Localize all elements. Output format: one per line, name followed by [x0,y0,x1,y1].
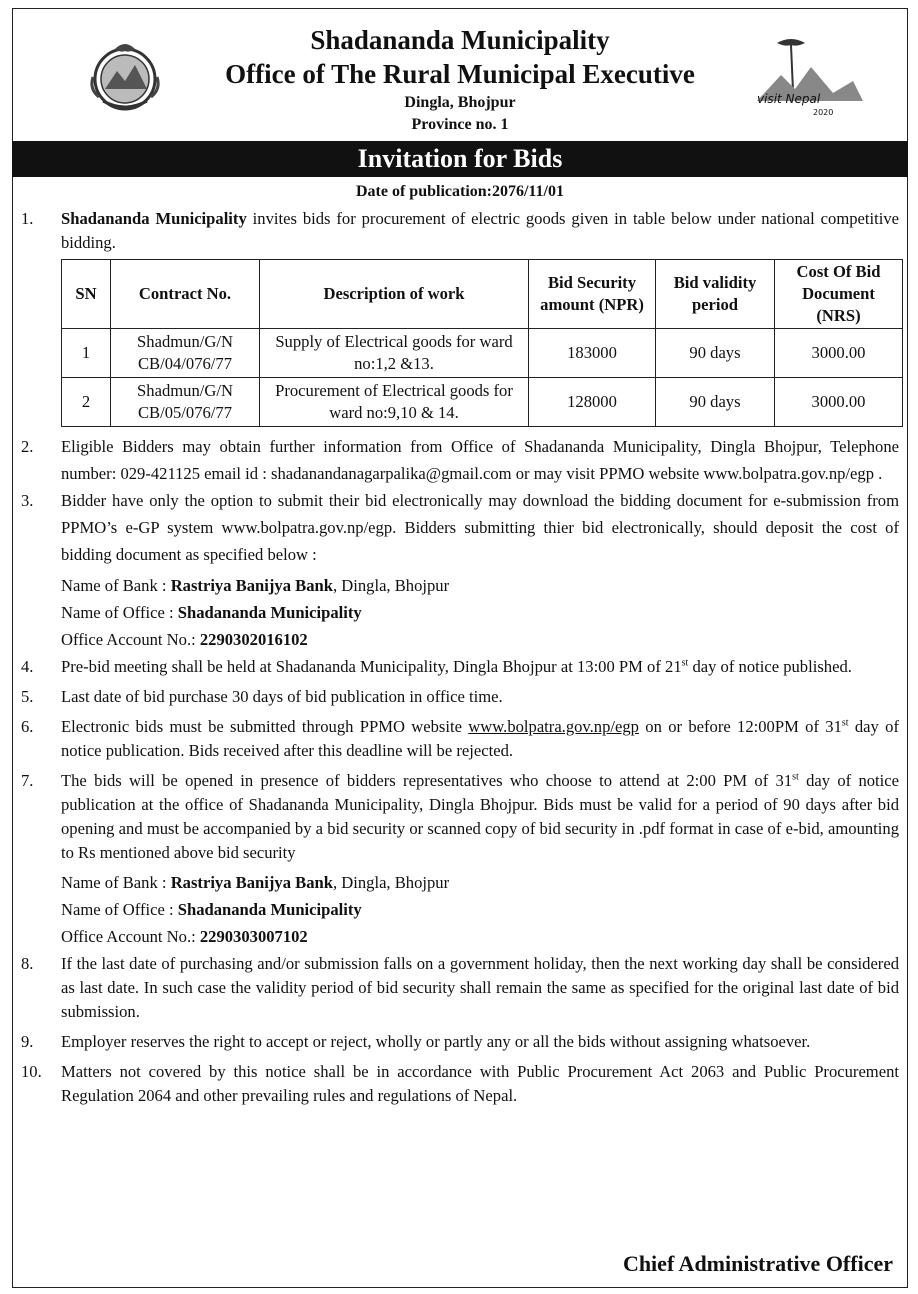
province: Province no. 1 [411,116,509,133]
item-10: 10. Matters not covered by this notice shall be in accordance with Public Procurement Act 2063 and Public Procurement Regulation 2064 and other prevailing rules and regulations of Nepal. [21,1062,899,1105]
item-3-bank-details: Name of Bank : Rastriya Banijya Bank, Dingla, Bhojpur Name of Office : Shadananda Municipality Office Account No.: 2290302016102 [61,576,450,649]
col-validity: Bid validity period [656,260,775,329]
ppmo-link[interactable]: www.bolpatra.gov.np/egp [468,717,639,736]
signature-title: Chief Administrative Officer [622,1251,893,1276]
item-1: 1. Shadananda Municipality invites bids for procurement of electric goods given in table below under national competitive bidding. [21,209,899,252]
notice-body [21,207,899,1108]
office-name: Office of The Rural Municipal Executive [225,59,695,89]
visit-logo-year: 2020 [813,108,834,117]
table-header-row [62,260,903,329]
item-4: 4. Pre-bid meeting shall be held at Shadananda Municipality, Dingla Bhojpur at 13:00 PM of 21st day of notice published. [21,657,852,676]
visit-logo-text: visit Nepal [757,92,821,106]
col-cost: Cost Of Bid Document (NRS) [775,260,903,329]
municipality-name: Shadananda Municipality [310,25,610,55]
notice-page [12,8,908,1288]
item-5: 5. Last date of bid purchase 30 days of bid publication in office time. [21,687,503,706]
bids-table [61,259,903,427]
item-8: 8. If the last date of purchasing and/or submission falls on a government holiday, then the next working day shall be considered as last date. In such case the validity period of bid security shall remain the same as specified for the original last date of bid submission. [21,954,899,1021]
item-7-bank-details: Name of Bank : Rastriya Banijya Bank, Dingla, Bhojpur Name of Office : Shadananda Municipality Office Account No.: 2290303007102 [61,873,450,946]
item-6: 6. Electronic bids must be submitted through PPMO website www.bolpatra.gov.np/egp on or before 12:00PM of 31st day of notice publication. Bids received after this deadline will be rejected. [21,717,899,760]
col-bid-security: Bid Security amount (NPR) [529,260,656,329]
item-7: 7. The bids will be opened in presence of bidders representatives who choose to attend at 2:00 PM of 31st day of notice publication at the office of Shadananda Municipality, Dingla Bhojpur. Bids must be valid for a period of 90 days after bid opening and must be accompanied by a bid security or scanned copy of bid security in .pdf format in case of e-bid, amounting to Rs mentioned above bid security [21,771,899,862]
item-3: 3. Bidder have only the option to submit their bid electronically may download the bidding document for e-submission from PPMO’s e-GP system www.bolpatra.gov.np/egp. Bidders submitting thier bid electronically, should deposit the cost of bidding document as specified below : [21,491,899,564]
table-row: 2 Shadmun/G/N CB/05/076/77 Procurement of Electrical goods for ward no:9,10 & 14. 128000 90 days 3000.00 [62,378,903,427]
office-address: Dingla, Bhojpur [404,94,516,111]
col-contract: Contract No. [111,260,260,329]
visit-nepal-logo [753,31,865,123]
banner-title: Invitation for Bids [12,141,908,177]
item-2: 2. Eligible Bidders may obtain further information from Office of Shadananda Municipality, Dingla Bhojpur, Telephone number: 029-421125 email id : shadanandanagarpalika@gmail.com or may visit PPMO website www.bolpatra.gov.np/egp . [21,437,899,483]
col-description: Description of work [260,260,529,329]
col-sn: SN [62,260,111,329]
header [13,9,907,141]
table-row: 1 Shadmun/G/N CB/04/076/77 Supply of Electrical goods for ward no:1,2 &13. 183000 90 days 3000.00 [62,329,903,378]
item-9: 9. Employer reserves the right to accept or reject, wholly or partly any or all the bids without assigning whatsoever. [21,1032,811,1051]
publication-date: Date of publication:2076/11/01 [355,183,564,200]
